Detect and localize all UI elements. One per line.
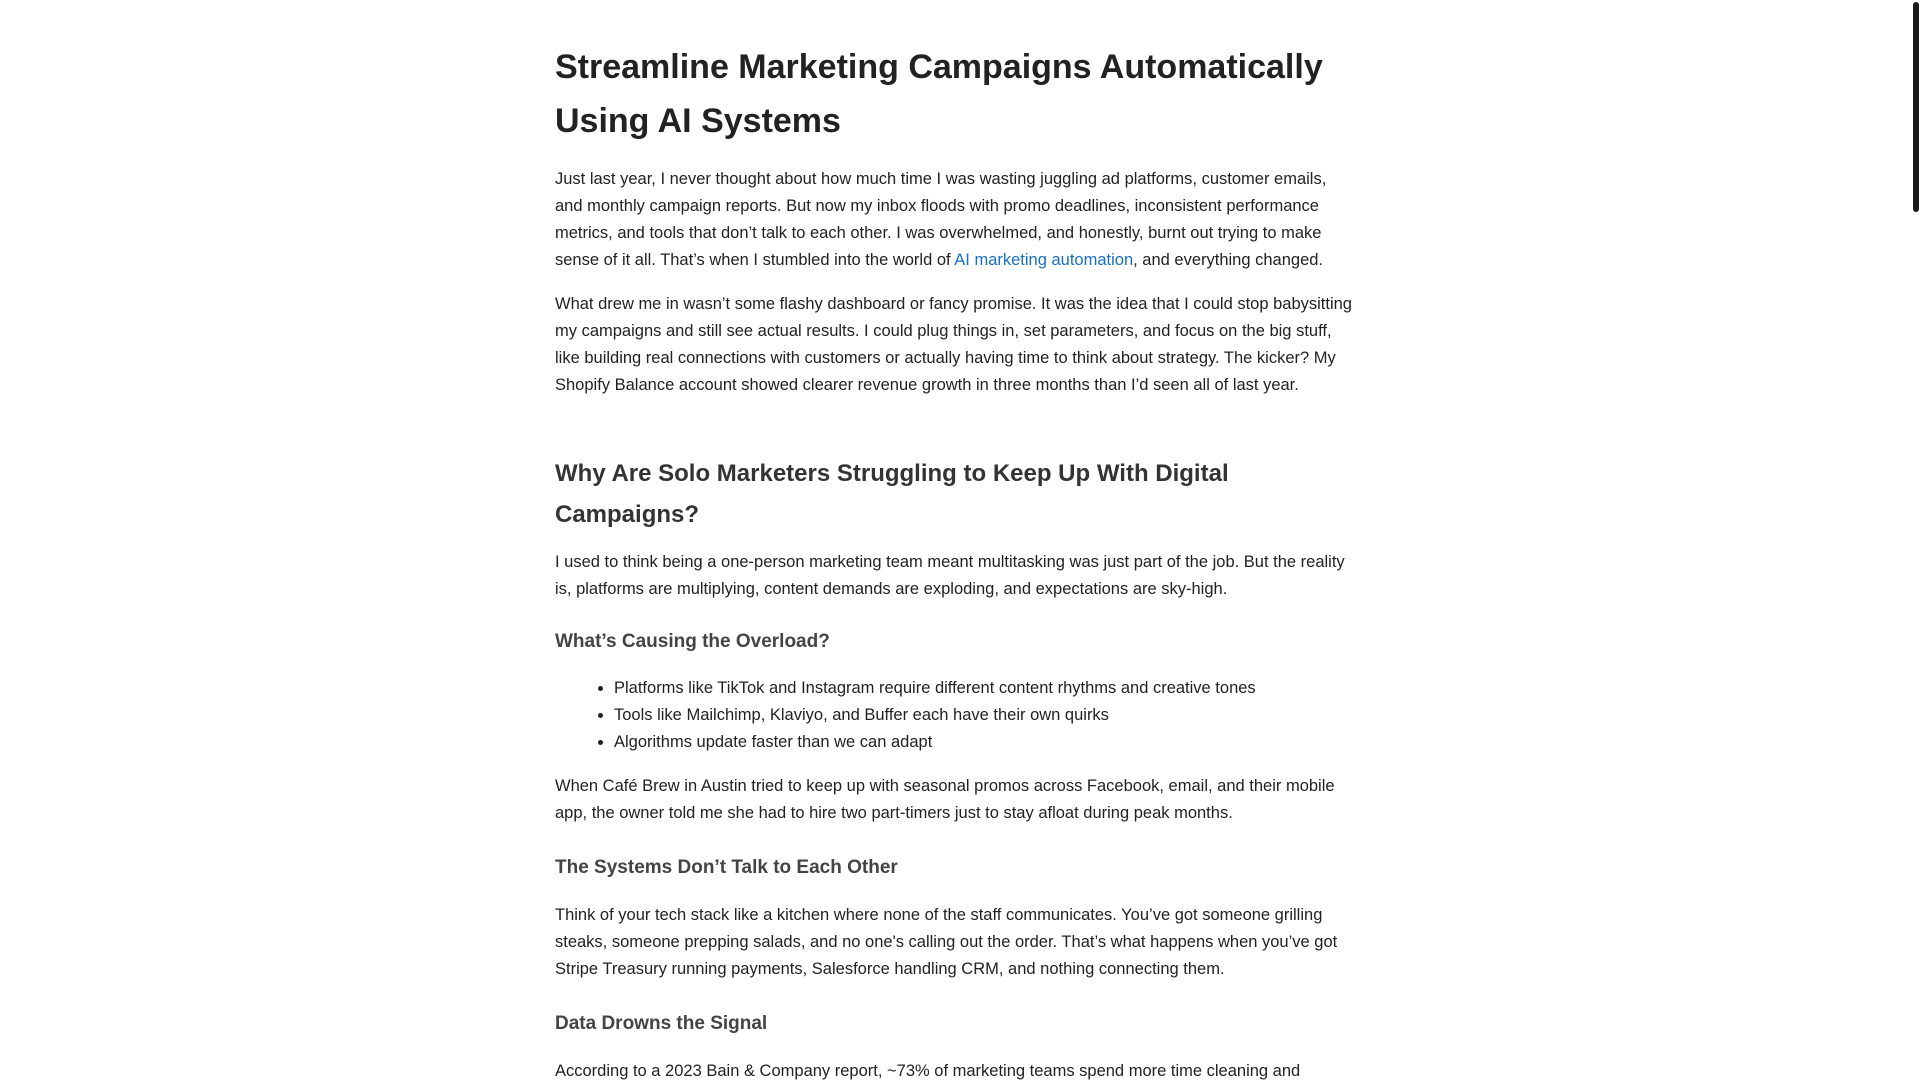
systems-paragraph: Think of your tech stack like a kitchen where none of the staff communicates. You’ve got someone grilling steaks, someone prepping salads, and no one's calling out the order. That’s what happens when you’ve got Stripe Treasury running payments, Salesforce handling CRM, and nothing connecting them. (555, 906, 1338, 978)
list-item: • Tools like Mailchimp, Klaviyo, and Buffer each have their own quirks (614, 702, 1355, 729)
list-item: • Platforms like TikTok and Instagram require different content rhythms and creative tones (614, 675, 1355, 702)
subsection-heading-data: Data Drowns the Signal (555, 1013, 768, 1034)
scrollbar-thumb[interactable] (1913, 2, 1919, 212)
section-paragraph-solo-marketers: I used to think being a one-person marketing team meant multitasking was just part of the job. But the reality is, platforms are multiplying, content demands are exploding, and expectations are sky-high. (555, 553, 1345, 598)
intro-paragraph-2: What drew me in wasn’t some flashy dashboard or fancy promise. It was the idea that I could stop babysitting my campaigns and still see actual results. I could plug things in, set parameters, and focus on the big stuff, like building real connections with customers or actually having time to think about strategy. The kicker? My Shopify Balance account showed clearer revenue growth in three months than I’d seen all of last year. (555, 295, 1352, 394)
article-title: Streamline Marketing Campaigns Automatically Using AI Systems (555, 48, 1323, 140)
overload-paragraph: When Café Brew in Austin tried to keep up with seasonal promos across Facebook, email, and their mobile app, the owner told me she had to hire two part-timers just to stay afloat during peak months. (555, 777, 1335, 822)
intro-paragraph-1 (555, 166, 1355, 274)
list-item: • Algorithms update faster than we can adapt (614, 729, 1355, 756)
overload-bullet-list (555, 675, 1355, 756)
ai-marketing-automation-link[interactable]: AI marketing automation (954, 251, 1134, 269)
subsection-heading-systems: The Systems Don’t Talk to Each Other (555, 857, 898, 878)
intro-paragraph-1-after: , and everything changed. (1133, 251, 1324, 269)
data-paragraph: According to a 2023 Bain & Company report, ~73% of marketing teams spend more time cleaning and (555, 1062, 1301, 1080)
intro-paragraph-1-before: Just last year, I never thought about how much time I was wasting juggling ad platforms, customer emails, and monthly campaign reports. But now my inbox floods with promo deadlines, inconsistent performance metrics, and tools that don’t talk to each other. I was overwhelmed, and honestly, burnt out trying to make sense of it all. That’s when I stumbled into the world of (555, 170, 1327, 269)
section-heading-solo-marketers: Why Are Solo Marketers Struggling to Keep Up With Digital Campaigns? (555, 460, 1229, 528)
vertical-scrollbar[interactable] (1910, 0, 1920, 1080)
article (555, 0, 1355, 1080)
subsection-heading-overload: What’s Causing the Overload? (555, 631, 830, 652)
